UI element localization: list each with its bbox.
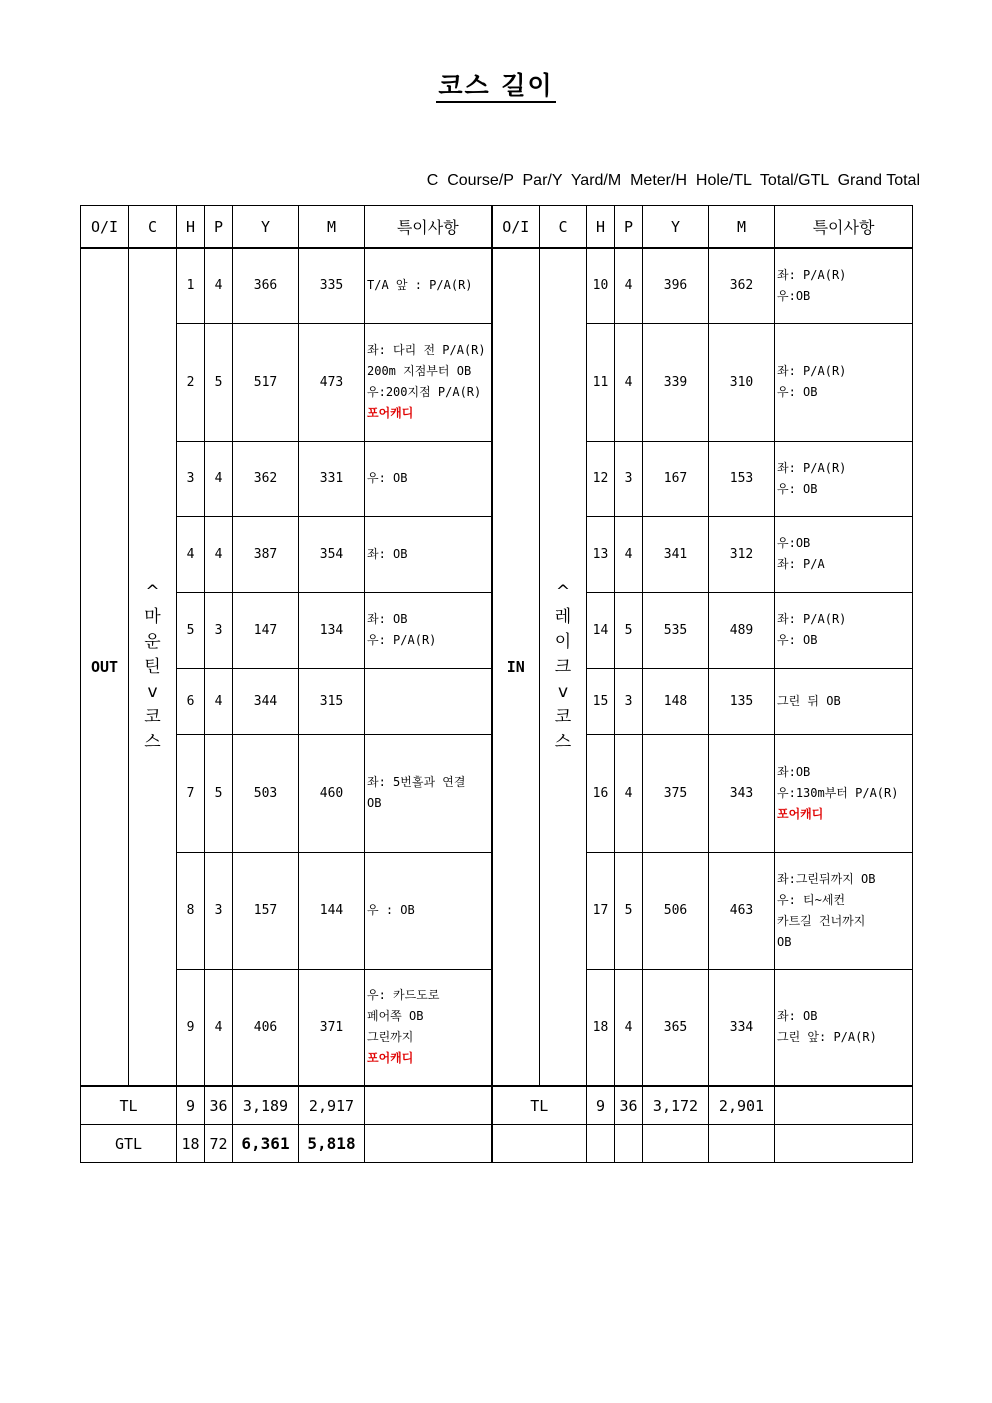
par-value: 4 [205, 248, 233, 323]
course-name-char: v [147, 681, 158, 702]
yard-value: 517 [233, 323, 299, 441]
course-name-char: ^ [145, 581, 160, 602]
hole-number: 8 [177, 852, 205, 969]
par-value: 4 [205, 668, 233, 734]
course-name-char: 운 [144, 631, 161, 652]
forecaddie-note: 포어캐디 [367, 406, 414, 420]
course-name-char: 크 [554, 656, 572, 677]
header-meter: M [709, 206, 775, 249]
yard-value: 362 [233, 441, 299, 516]
empty-cell [775, 1125, 913, 1163]
note-cell [365, 248, 492, 323]
note-cell [365, 323, 492, 441]
note-text: 좌: 다리 전 P/A(R) 200m 지점부터 OB 우:200지점 P/A(R) [367, 343, 486, 399]
empty-cell [643, 1125, 709, 1163]
note-cell [775, 852, 913, 969]
empty-cell [615, 1125, 643, 1163]
total-label: TL [81, 1086, 177, 1125]
par-value: 4 [205, 441, 233, 516]
yard-value: 503 [233, 734, 299, 852]
par-value: 4 [615, 323, 643, 441]
empty-cell [587, 1125, 615, 1163]
course-name-char: 틴 [144, 656, 161, 677]
yard-value: 375 [643, 734, 709, 852]
empty-cell [492, 1125, 587, 1163]
hole-number: 1 [177, 248, 205, 323]
par-value: 5 [615, 852, 643, 969]
meter-value: 463 [709, 852, 775, 969]
par-value: 3 [205, 852, 233, 969]
note-text: 좌:OB 우:130m부터 P/A(R) [777, 764, 899, 800]
hole-number: 10 [587, 248, 615, 323]
yard-value: 366 [233, 248, 299, 323]
header-hole: H [587, 206, 615, 249]
par-value: 4 [615, 516, 643, 592]
grand-total-yard: 6,361 [233, 1125, 299, 1163]
par-value: 4 [615, 248, 643, 323]
yard-value: 339 [643, 323, 709, 441]
total-par: 36 [205, 1086, 233, 1125]
hole-number: 17 [587, 852, 615, 969]
hole-number: 13 [587, 516, 615, 592]
note-cell [365, 592, 492, 668]
header-course: C [129, 206, 177, 249]
note-cell [365, 441, 492, 516]
hole-number: 9 [177, 969, 205, 1086]
par-value: 5 [615, 592, 643, 668]
course-name-char: 코 [144, 706, 161, 727]
meter-value: 460 [299, 734, 365, 852]
note-cell [365, 969, 492, 1086]
meter-value: 362 [709, 248, 775, 323]
course-length-table [80, 205, 913, 1163]
note-text: 좌: P/A(R) 우: OB [777, 612, 847, 647]
meter-value: 489 [709, 592, 775, 668]
hole-number: 7 [177, 734, 205, 852]
yard-value: 506 [643, 852, 709, 969]
yard-value: 535 [643, 592, 709, 668]
header-yard: Y [643, 206, 709, 249]
note-cell [365, 668, 492, 734]
total-meter: 2,917 [299, 1086, 365, 1125]
total-note [775, 1086, 913, 1125]
yard-value: 406 [233, 969, 299, 1086]
note-text: 우:OB 좌: P/A [777, 536, 825, 571]
empty-cell [709, 1125, 775, 1163]
course-name-char: 코 [554, 706, 572, 727]
note-cell [775, 441, 913, 516]
table-row [81, 248, 913, 323]
par-value: 4 [205, 516, 233, 592]
meter-value: 343 [709, 734, 775, 852]
yard-value: 387 [233, 516, 299, 592]
grand-total-meter: 5,818 [299, 1125, 365, 1163]
header-par: P [615, 206, 643, 249]
forecaddie-note: 포어캐디 [777, 806, 824, 821]
hole-number: 4 [177, 516, 205, 592]
table-header-row [81, 206, 913, 249]
yard-value: 147 [233, 592, 299, 668]
meter-value: 315 [299, 668, 365, 734]
note-text: 우: 카드도로 페어쪽 OB 그린까지 [367, 988, 440, 1045]
note-cell [775, 516, 913, 592]
yard-value: 167 [643, 441, 709, 516]
abbreviation-legend: C Course/P Par/Y Yard/M Meter/H Hole/TL Total/GTL Grand Total [426, 172, 920, 189]
note-text: 좌: P/A(R) 우:OB [777, 267, 847, 303]
meter-value: 135 [709, 668, 775, 734]
hole-number: 16 [587, 734, 615, 852]
grand-total-label: GTL [81, 1125, 177, 1163]
hole-number: 11 [587, 323, 615, 441]
par-value: 4 [205, 969, 233, 1086]
note-text: 좌:그린뒤까지 OB 우: 티~세컨 카트길 건너까지 OB [777, 871, 876, 949]
header-course: C [540, 206, 587, 249]
course-name-char: 레 [554, 606, 572, 627]
note-text: 우 : OB [367, 903, 415, 917]
header-oi: O/I [81, 206, 129, 249]
par-value: 4 [615, 969, 643, 1086]
course-name-char: 마 [144, 606, 161, 627]
note-text: 좌: P/A(R) 우: OB [777, 460, 847, 496]
yard-value: 157 [233, 852, 299, 969]
grand-total-row [81, 1125, 913, 1163]
note-cell [775, 323, 913, 441]
par-value: 5 [205, 323, 233, 441]
header-yard: Y [233, 206, 299, 249]
meter-value: 473 [299, 323, 365, 441]
meter-value: 335 [299, 248, 365, 323]
note-cell [775, 969, 913, 1086]
in-label: IN [492, 248, 540, 1086]
note-text: T/A 앞 : P/A(R) [367, 278, 473, 293]
course-name-char: 스 [144, 731, 161, 752]
par-value: 3 [615, 668, 643, 734]
hole-number: 18 [587, 969, 615, 1086]
header-par: P [205, 206, 233, 249]
par-value: 3 [205, 592, 233, 668]
grand-total-holes: 18 [177, 1125, 205, 1163]
meter-value: 312 [709, 516, 775, 592]
course-name-text [143, 580, 163, 755]
yard-value: 396 [643, 248, 709, 323]
meter-value: 354 [299, 516, 365, 592]
yard-value: 148 [643, 668, 709, 734]
note-text: 좌: OB 우: P/A(R) [367, 612, 437, 647]
par-value: 3 [615, 441, 643, 516]
hole-number: 14 [587, 592, 615, 668]
note-cell [365, 516, 492, 592]
header-oi: O/I [492, 206, 540, 249]
hole-number: 3 [177, 441, 205, 516]
header-hole: H [177, 206, 205, 249]
note-cell [775, 734, 913, 852]
total-meter: 2,901 [709, 1086, 775, 1125]
grand-total-note [365, 1125, 492, 1163]
header-notes: 특이사항 [365, 206, 492, 249]
grand-total-par: 72 [205, 1125, 233, 1163]
header-notes: 특이사항 [775, 206, 913, 249]
note-cell [775, 668, 913, 734]
note-cell [775, 248, 913, 323]
total-holes: 9 [587, 1086, 615, 1125]
total-label: TL [492, 1086, 587, 1125]
meter-value: 331 [299, 441, 365, 516]
meter-value: 153 [709, 441, 775, 516]
yard-value: 341 [643, 516, 709, 592]
course-name-char: ^ [555, 581, 571, 602]
out-label: OUT [81, 248, 129, 1086]
total-yard: 3,189 [233, 1086, 299, 1125]
course-name-char: 스 [554, 731, 572, 752]
note-text: 우: OB [367, 471, 408, 485]
yard-value: 365 [643, 969, 709, 1086]
meter-value: 334 [709, 969, 775, 1086]
course-name-char: 이 [554, 631, 572, 652]
hole-number: 5 [177, 592, 205, 668]
meter-value: 371 [299, 969, 365, 1086]
meter-value: 144 [299, 852, 365, 969]
total-par: 36 [615, 1086, 643, 1125]
hole-number: 15 [587, 668, 615, 734]
note-cell [775, 592, 913, 668]
course-name-char: v [557, 681, 569, 702]
hole-number: 12 [587, 441, 615, 516]
hole-number: 2 [177, 323, 205, 441]
par-value: 5 [205, 734, 233, 852]
note-cell [365, 734, 492, 852]
par-value: 4 [615, 734, 643, 852]
total-row [81, 1086, 913, 1125]
meter-value: 134 [299, 592, 365, 668]
course-name-vertical [540, 248, 587, 1086]
course-name-text [553, 580, 573, 755]
note-cell [365, 852, 492, 969]
total-holes: 9 [177, 1086, 205, 1125]
note-text: 좌: OB 그린 앞: P/A(R) [777, 1009, 877, 1045]
total-note [365, 1086, 492, 1125]
note-text: 그린 뒤 OB [777, 693, 841, 708]
note-text: 좌: OB [367, 546, 408, 561]
page-title: 코스 길이 [0, 66, 992, 102]
yard-value: 344 [233, 668, 299, 734]
header-meter: M [299, 206, 365, 249]
meter-value: 310 [709, 323, 775, 441]
note-text: 좌: P/A(R) 우: OB [777, 364, 847, 399]
course-name-vertical [129, 248, 177, 1086]
forecaddie-note: 포어캐디 [367, 1051, 414, 1066]
note-text: 좌: 5번홀과 연결 OB [367, 775, 466, 810]
total-yard: 3,172 [643, 1086, 709, 1125]
hole-number: 6 [177, 668, 205, 734]
